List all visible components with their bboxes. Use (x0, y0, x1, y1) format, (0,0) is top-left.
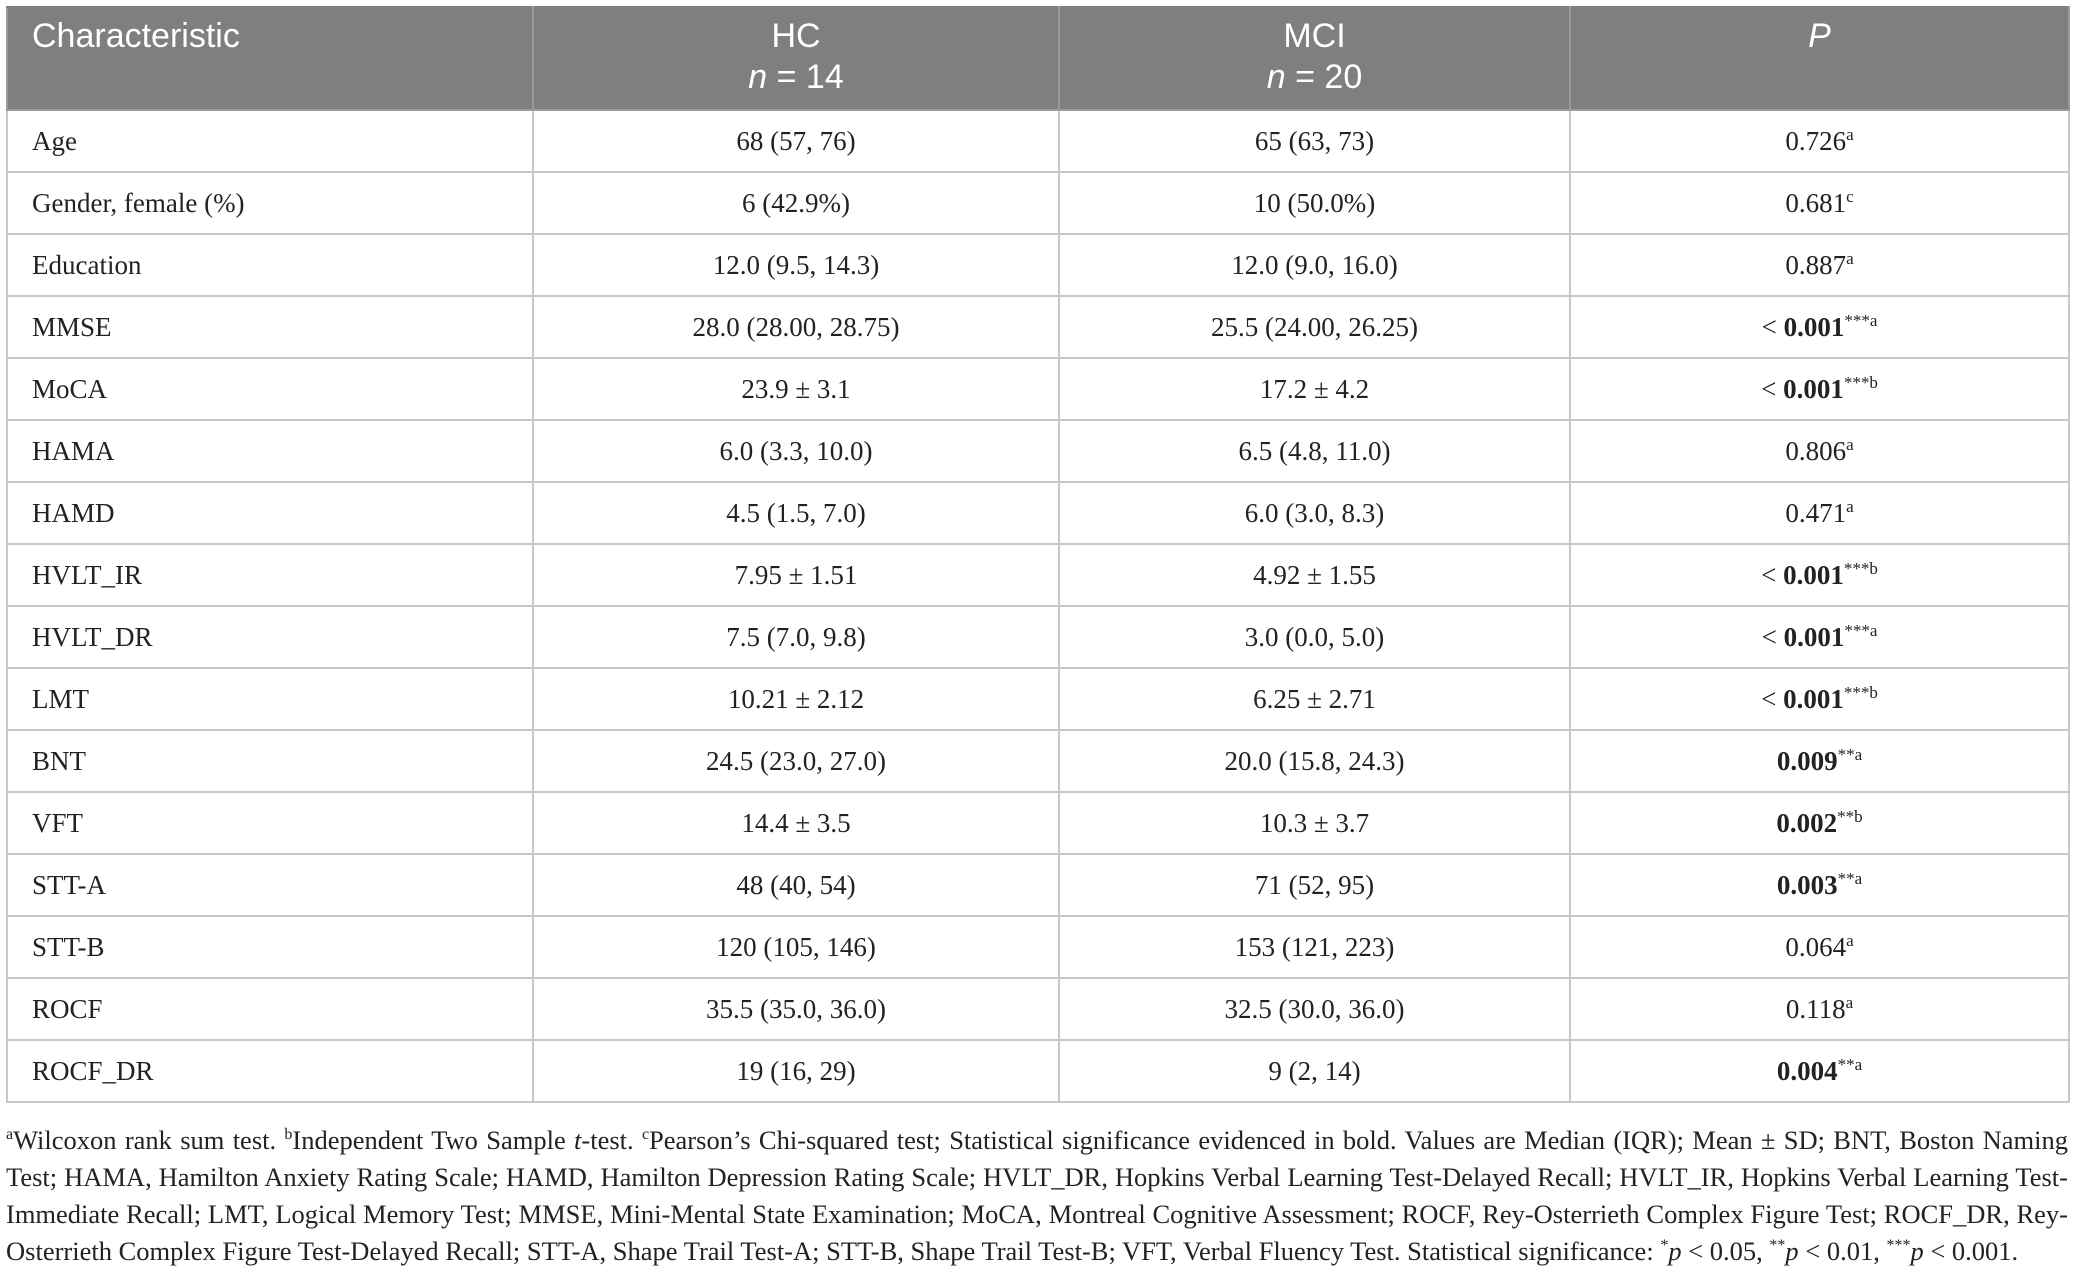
p-superscript: a (1846, 248, 1854, 268)
p-prefix: < (1761, 683, 1784, 714)
cell-p (1570, 668, 2069, 730)
cell-characteristic: HVLT_DR (7, 606, 533, 668)
p-value: 0.001 (1783, 621, 1845, 652)
header-p (1570, 7, 2069, 110)
cell-characteristic: STT-B (7, 916, 533, 978)
header-mci-n (1084, 57, 1545, 98)
footnote-text-a: Wilcoxon rank sum test. (13, 1125, 285, 1155)
cell-characteristic: HAMD (7, 482, 533, 544)
p-value: 0.118 (1785, 993, 1846, 1024)
cell-mci: 71 (52, 95) (1059, 854, 1570, 916)
cell-p (1570, 544, 2069, 606)
header-characteristic-label: Characteristic (32, 17, 240, 55)
cell-p (1570, 358, 2069, 420)
p-value: 0.806 (1785, 435, 1847, 466)
p-superscript: a (1846, 496, 1854, 516)
p-superscript: a (1846, 930, 1854, 950)
cell-hc: 14.4 ± 3.5 (533, 792, 1059, 854)
table-row (7, 358, 2069, 420)
p-value: 0.681 (1785, 187, 1847, 218)
cell-hc: 68 (57, 76) (533, 110, 1059, 172)
table-row (7, 978, 2069, 1040)
cell-p (1570, 420, 2069, 482)
p-superscript: a (1846, 124, 1854, 144)
footnote-text-b-1: Independent Two Sample (292, 1125, 575, 1155)
cell-hc: 12.0 (9.5, 14.3) (533, 234, 1059, 296)
table-row (7, 234, 2069, 296)
header-mci-n-value: = 20 (1285, 58, 1363, 96)
p-value: 0.064 (1785, 931, 1847, 962)
cell-p (1570, 482, 2069, 544)
header-hc-n-prefix: n (748, 58, 768, 96)
table-header (7, 7, 2069, 110)
header-characteristic (7, 7, 533, 110)
cell-characteristic: HAMA (7, 420, 533, 482)
header-hc-label: HC (771, 17, 821, 55)
p-prefix: < (1761, 621, 1784, 652)
cell-hc: 24.5 (23.0, 27.0) (533, 730, 1059, 792)
cell-p (1570, 296, 2069, 358)
p-value: 0.001 (1783, 683, 1844, 714)
footnote-text-c: Pearson’s Chi-squared test; Statistical significance evidenced in bold. Values are Median (IQR); Mean ± SD; BNT, Boston Naming Test; HAMA, Hamilton Anxiety Rating Scale; HAMD, Hamilton Depression Rating Scale; HVLT_DR, Hopkins Verbal Learning Test-Delayed Recall; HVLT_IR, Hopkins Verbal Learning Test-Immediate Recall; LMT, Logical Memory Test; MMSE, Mini-Mental State Examination; MoCA, Montreal Cognitive Assessment; ROCF, Rey-Osterrieth Complex Figure Test; ROCF_DR, Rey-Osterrieth Complex Figure Test-Delayed Recall; STT-A, Shape Trail Test-A; STT-B, Shape Trail Test-B; VFT, Verbal Fluency Test. Statistical significance: (6, 1125, 2068, 1266)
p-superscript: c (1846, 186, 1854, 206)
table-row (7, 110, 2069, 172)
p-value: 0.003 (1776, 869, 1838, 900)
footnote-sig-3-rest: < 0.001. (1923, 1236, 2019, 1266)
table-row (7, 544, 2069, 606)
footnote-sup-a: a (6, 1126, 14, 1144)
header-mci-label: MCI (1283, 17, 1346, 55)
cell-hc: 10.21 ± 2.12 (533, 668, 1059, 730)
cell-p (1570, 1040, 2069, 1102)
cell-characteristic: Education (7, 234, 533, 296)
table-row (7, 606, 2069, 668)
cell-p (1570, 110, 2069, 172)
footnote-text-b-t: t (574, 1125, 582, 1155)
cell-characteristic: ROCF_DR (7, 1040, 533, 1102)
p-value: 0.004 (1776, 1055, 1838, 1086)
cell-p (1570, 606, 2069, 668)
cell-mci: 6.5 (4.8, 11.0) (1059, 420, 1570, 482)
cell-characteristic: ROCF (7, 978, 533, 1040)
footnote-sig-1-p: p (1668, 1236, 1682, 1266)
characteristics-table (6, 6, 2070, 1103)
p-superscript: ***b (1843, 682, 1878, 702)
header-mci (1059, 7, 1570, 110)
cell-p (1570, 854, 2069, 916)
table-row (7, 420, 2069, 482)
header-p-label: P (1808, 17, 1831, 55)
footnote-text-b-2: -test. (581, 1125, 642, 1155)
cell-hc: 19 (16, 29) (533, 1040, 1059, 1102)
cell-mci: 12.0 (9.0, 16.0) (1059, 234, 1570, 296)
cell-mci: 25.5 (24.00, 26.25) (1059, 296, 1570, 358)
cell-p (1570, 916, 2069, 978)
header-hc-n (558, 57, 1034, 98)
cell-hc: 7.5 (7.0, 9.8) (533, 606, 1059, 668)
cell-p (1570, 792, 2069, 854)
p-superscript: ***a (1844, 620, 1878, 640)
table-row (7, 854, 2069, 916)
cell-mci: 3.0 (0.0, 5.0) (1059, 606, 1570, 668)
table-body (7, 110, 2069, 1102)
footnote-sig-1-star: * (1660, 1237, 1669, 1255)
cell-mci: 32.5 (30.0, 36.0) (1059, 978, 1570, 1040)
p-superscript: **a (1837, 744, 1863, 764)
table-row (7, 730, 2069, 792)
p-superscript: a (1846, 434, 1854, 454)
cell-characteristic: Age (7, 110, 533, 172)
cell-hc: 28.0 (28.00, 28.75) (533, 296, 1059, 358)
cell-mci: 10.3 ± 3.7 (1059, 792, 1570, 854)
cell-characteristic: VFT (7, 792, 533, 854)
p-value: 0.001 (1783, 373, 1844, 404)
cell-characteristic: HVLT_IR (7, 544, 533, 606)
p-superscript: ***a (1844, 310, 1878, 330)
table-footnote (6, 1122, 2068, 1270)
p-prefix: < (1761, 559, 1784, 590)
cell-hc: 7.95 ± 1.51 (533, 544, 1059, 606)
cell-characteristic: MoCA (7, 358, 533, 420)
cell-hc: 48 (40, 54) (533, 854, 1059, 916)
table-row (7, 296, 2069, 358)
footnote-sig-1-rest: < 0.05, (1681, 1236, 1770, 1266)
cell-hc: 23.9 ± 3.1 (533, 358, 1059, 420)
cell-hc: 120 (105, 146) (533, 916, 1059, 978)
p-value: 0.887 (1785, 249, 1847, 280)
table-row (7, 1040, 2069, 1102)
characteristics-table-container (6, 6, 2068, 1103)
table-row (7, 668, 2069, 730)
footnote-sig-3-star: *** (1886, 1237, 1911, 1255)
p-prefix: < (1761, 373, 1784, 404)
p-value: 0.002 (1776, 807, 1838, 838)
p-superscript: **a (1837, 1054, 1863, 1074)
p-superscript: ***b (1843, 372, 1878, 392)
cell-p (1570, 172, 2069, 234)
p-superscript: **a (1837, 868, 1863, 888)
p-superscript: **b (1837, 806, 1863, 826)
header-hc (533, 7, 1059, 110)
p-superscript: a (1845, 992, 1854, 1012)
cell-mci: 6.0 (3.0, 8.3) (1059, 482, 1570, 544)
cell-p (1570, 234, 2069, 296)
p-value: 0.471 (1785, 497, 1847, 528)
p-superscript: ***b (1843, 558, 1878, 578)
footnote-sig-2-star: ** (1769, 1237, 1786, 1255)
header-row (7, 7, 2069, 110)
footnote-sig-2-rest: < 0.01, (1798, 1236, 1887, 1266)
cell-hc: 6 (42.9%) (533, 172, 1059, 234)
footnote-sig-2-p: p (1785, 1236, 1799, 1266)
cell-hc: 6.0 (3.3, 10.0) (533, 420, 1059, 482)
table-row (7, 792, 2069, 854)
table-row (7, 916, 2069, 978)
cell-characteristic: MMSE (7, 296, 533, 358)
table-row (7, 482, 2069, 544)
cell-characteristic: LMT (7, 668, 533, 730)
cell-mci: 9 (2, 14) (1059, 1040, 1570, 1102)
header-mci-n-prefix: n (1266, 58, 1286, 96)
cell-hc: 35.5 (35.0, 36.0) (533, 978, 1059, 1040)
cell-characteristic: Gender, female (%) (7, 172, 533, 234)
p-value: 0.009 (1776, 745, 1838, 776)
cell-mci: 6.25 ± 2.71 (1059, 668, 1570, 730)
cell-characteristic: BNT (7, 730, 533, 792)
cell-mci: 10 (50.0%) (1059, 172, 1570, 234)
cell-p (1570, 730, 2069, 792)
cell-mci: 153 (121, 223) (1059, 916, 1570, 978)
cell-mci: 65 (63, 73) (1059, 110, 1570, 172)
p-value: 0.001 (1783, 311, 1845, 342)
cell-mci: 20.0 (15.8, 24.3) (1059, 730, 1570, 792)
header-hc-n-value: = 14 (767, 58, 844, 96)
p-prefix: < (1761, 311, 1784, 342)
p-value: 0.726 (1785, 125, 1847, 156)
table-row (7, 172, 2069, 234)
cell-hc: 4.5 (1.5, 7.0) (533, 482, 1059, 544)
cell-p (1570, 978, 2069, 1040)
p-value: 0.001 (1783, 559, 1844, 590)
footnote-sup-c: c (641, 1126, 650, 1144)
footnote-sig-3-p: p (1910, 1236, 1924, 1266)
cell-characteristic: STT-A (7, 854, 533, 916)
cell-mci: 4.92 ± 1.55 (1059, 544, 1570, 606)
footnote-sup-b: b (284, 1126, 293, 1144)
cell-mci: 17.2 ± 4.2 (1059, 358, 1570, 420)
